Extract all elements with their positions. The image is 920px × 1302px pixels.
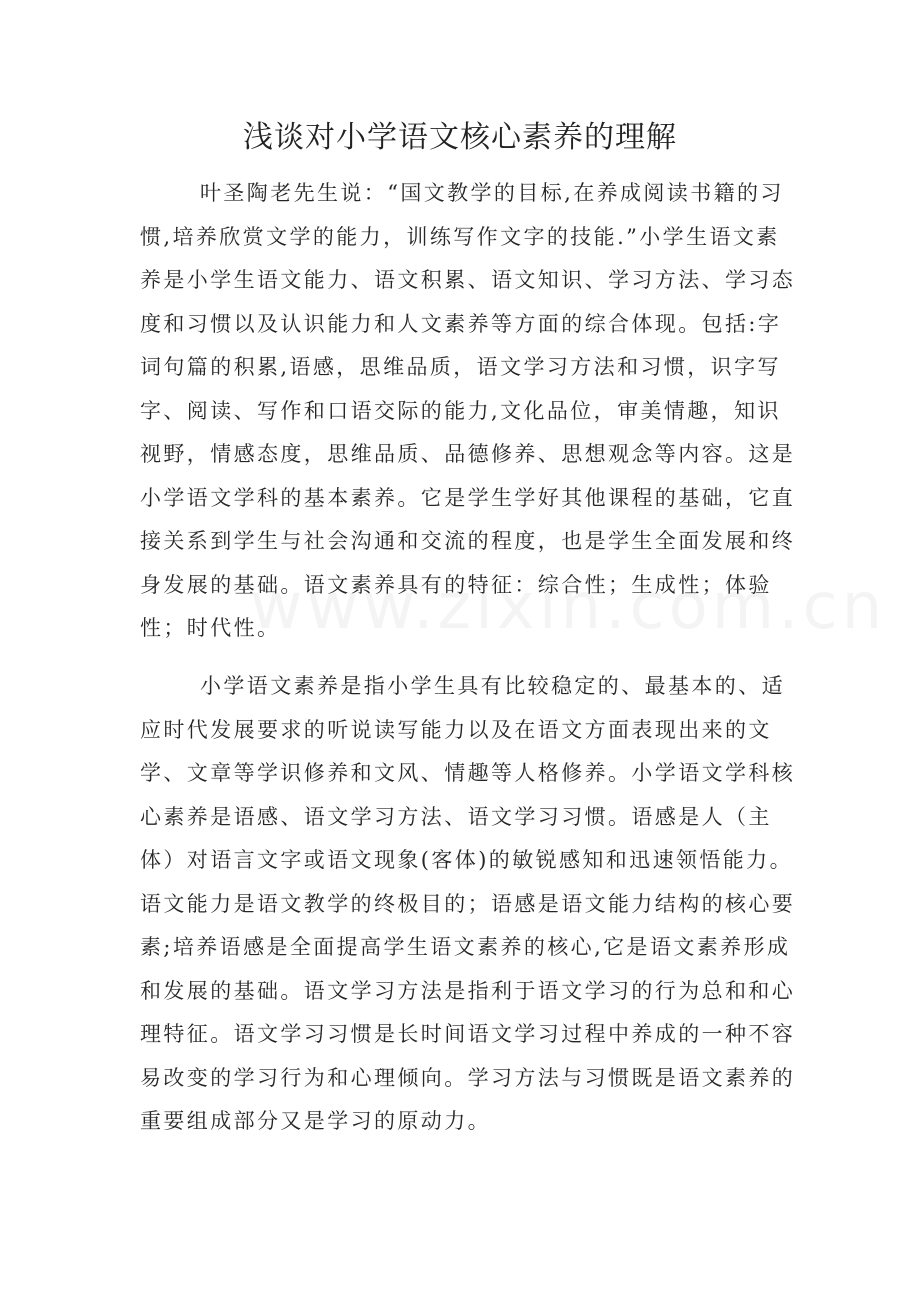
paragraph-2: 小学语文素养是指小学生具有比较稳定的、最基本的、适应时代发展要求的听说读写能力以及在语文方面表现出来的文学、文章等学识修养和文风、情趣等人格修养。小学语文学科核心素养是语感、语文学习方法、语文学习习惯。语感是人（主体）对语言文字或语文现象(客体)的敏锐感知和迅速领悟能力。语文能力是语文教学的终极目的；语感是语文能力结构的核心要素;培养语感是全面提高学生语文素养的核心,它是语文素养形成和发展的基础。语文学习方法是指利于语文学习的行为总和和心理特征。语文学习习惯是长时间语文学习过程中养成的一种不容易改变的学习行为和心理倾向。学习方法与习惯既是语文素养的重要组成部分又是学习的原动力。	[140, 674, 796, 1133]
document-title: 浅谈对小学语文核心素养的理解	[243, 120, 677, 155]
paragraph-1: 叶圣陶老先生说：“国文教学的目标,在养成阅读书籍的习惯,培养欣赏文学的能力，训练写作文字的技能.”小学生语文素养是小学生语文能力、语文积累、语文知识、学习方法、学习态度和习惯以及认识能力和人文素养等方面的综合体现。包括:字词句篇的积累,语感，思维品质，语文学习方法和习惯，识字写字、阅读、写作和口语交际的能力,文化品位，审美情趣，知识视野，情感态度，思维品质、品德修养、思想观念等内容。这是小学语文学科的基本素养。它是学生学好其他课程的基础，它直接关系到学生与社会沟通和交流的程度，也是学生全面发展和终身发展的基础。语文素养具有的特征：综合性；生成性；体验性；时代性。	[140, 181, 796, 640]
